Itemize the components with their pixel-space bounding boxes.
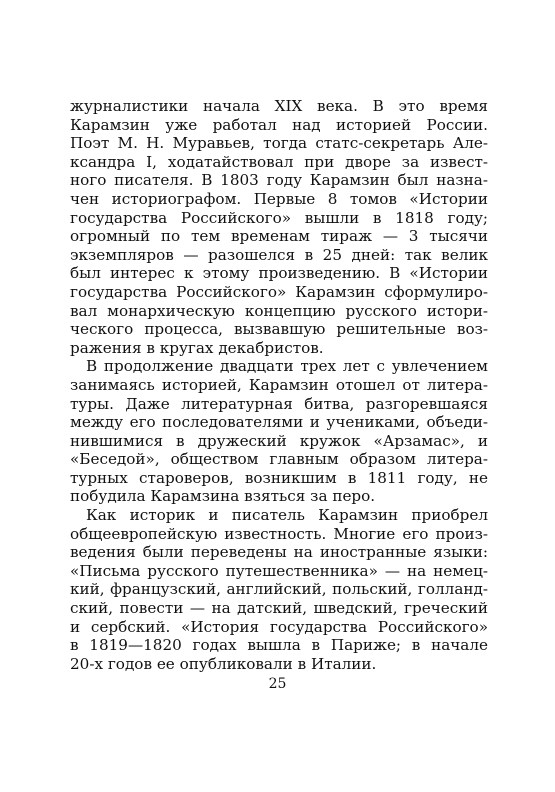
text-line: «Беседой», обществом главным образом литера- <box>70 450 488 469</box>
text-line: огромный по тем временам тираж — 3 тысячи <box>70 227 488 246</box>
text-line: побудила Карамзина взяться за перо. <box>70 487 376 506</box>
paragraph-1 <box>70 97 488 357</box>
paragraph-3 <box>70 506 488 673</box>
text-line: В продолжение двадцати трех лет с увлечением <box>86 357 488 376</box>
text-line: «Письма русского путешественника» — на немец- <box>70 561 488 580</box>
text-line: государства Российского» Карамзин сформулиро- <box>70 282 488 301</box>
text-line: Как историк и писатель Карамзин приобрел <box>86 506 488 525</box>
text-line: занимаясь историей, Карамзин отошел от литера- <box>70 375 488 394</box>
text-line: ражения в кругах декабристов. <box>70 338 324 357</box>
text-line: между его последователями и учениками, объеди- <box>70 413 488 432</box>
text-line: журналистики начала XIX века. В это время <box>70 97 488 115</box>
text-line: Поэт М. Н. Муравьев, тогда статс-секретарь Але- <box>70 134 488 153</box>
text-line: чен историографом. Первые 8 томов «Истории <box>70 189 488 208</box>
text-line: ведения были переведены на иностранные языки: <box>70 543 488 562</box>
text-line: и сербский. «История государства Российского» <box>70 617 488 636</box>
text-line: ксандра I, ходатайствовал при дворе за извест- <box>70 152 488 171</box>
body-text <box>70 97 488 673</box>
text-line: 20-х годов ее опубликовали в Италии. <box>70 654 377 673</box>
text-line: ский, повести — на датский, шведский, греческий <box>70 599 488 618</box>
paragraph-2 <box>70 357 488 506</box>
text-line: нившимися в дружеский кружок «Арзамас», и <box>70 431 488 450</box>
text-line: вал монархическую концепцию русского истори- <box>70 301 488 320</box>
text-line: в 1819—1820 годах вышла в Париже; в начале <box>70 636 488 655</box>
text-line: турных староверов, возникшим в 1811 году, не <box>70 468 488 487</box>
text-line: был интерес к этому произведению. В «Истории <box>70 264 488 283</box>
text-line: Карамзин уже работал над историей России. <box>70 115 488 134</box>
text-line: ного писателя. В 1803 году Карамзин был назна- <box>70 171 488 190</box>
page-number: 25 <box>268 676 287 692</box>
text-line: ческого процесса, вызвавшую решительные воз- <box>70 320 488 339</box>
text-line: экземпляров — разошелся в 25 дней: так велик <box>70 245 488 264</box>
text-line: туры. Даже литературная битва, разгоревшаяся <box>70 394 488 413</box>
text-line: государства Российского» вышли в 1818 году; <box>70 208 488 227</box>
text-line: общеевропейскую известность. Многие его произ- <box>70 524 488 543</box>
text-line: кий, французский, английский, польский, голланд- <box>70 580 488 599</box>
